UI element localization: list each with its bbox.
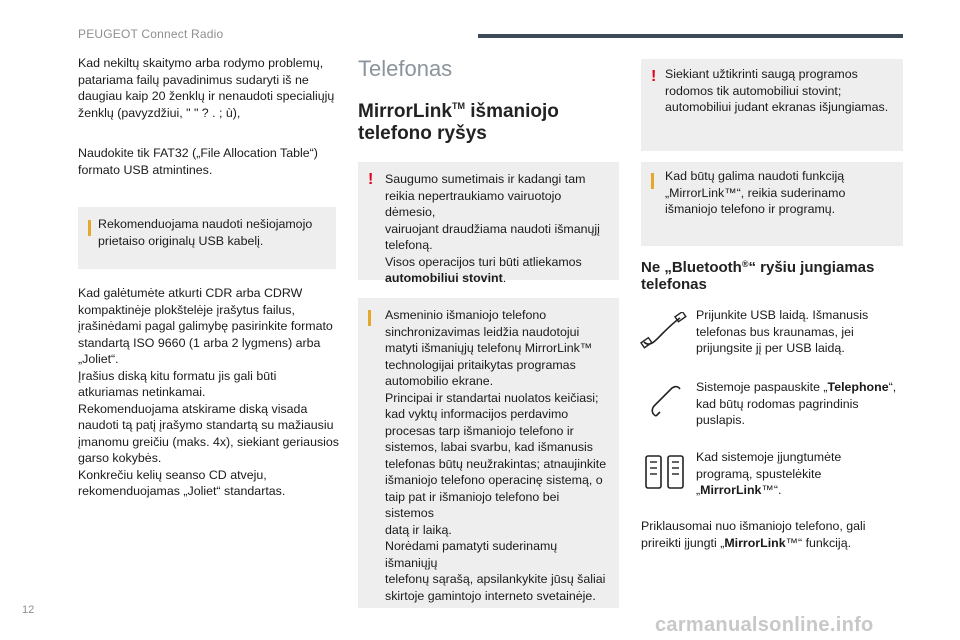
warn1-text: Saugumo sumetimais ir kadangi tam reikia nepertraukiamo vairuotojo dėmesio, vairuojant draudžiama naudoti išmanųjį telefoną. Visos operacijos turi būti atliekamos (385, 172, 600, 269)
col1-paragraph-fat32 (78, 145, 340, 178)
subtitle-part-c: telefono ryšys (358, 122, 487, 144)
info-box-text: Asmeninio išmaniojo telefono sinchronizavimas leidžia naudotojui matyti išmaniųjų telefonų MirrorLink™ technologijai pritaikytas programas automobilio ekrane. Principai ir standartai nuolatos keičiasi; kad vyktų informacijos perdavimo procesas tarp išmaniojo telefono ir sistemos, labai svarbu, kad išmanusis telefonas būtų neužrakintas; atnaujinkite išmaniojo telefono operacinę sistemą, o taip pat ir išmaniojo telefono bei sistemos datą ir laiką. Norėdami pamatyti suderinamų išmaniųjų telefonų sąrašą, apsilankykite jūsų šaliai skirtoje gamintojo interneto svetainėje. (385, 308, 607, 603)
col1-p2: Naudokite tik FAT32 („File Allocation Table“) formato USB atmintines. (78, 146, 318, 177)
phone-handset-icon (648, 384, 688, 425)
warn1-end: . (502, 271, 507, 285)
step2-text-b: “, kad būtų rodomas pagrindinis puslapis. (696, 380, 897, 427)
subtitle-part-c: telefonas (641, 276, 707, 294)
subtitle-reg: ® (741, 259, 749, 269)
section-title: Telefonas (358, 56, 453, 81)
info-icon (651, 173, 656, 193)
warning-box-text (385, 171, 611, 287)
watermark: carmanualsonline.info (655, 614, 874, 636)
step3-text-b: ™“. (761, 483, 782, 497)
subtitle-part-a: MirrorLink (358, 101, 452, 122)
subtitle-part-b: “ ryšiu jungiamas (748, 259, 875, 276)
page-number: 12 (22, 604, 35, 616)
step2-bold: Telephone (827, 380, 889, 394)
info-box-usb-cable (78, 207, 336, 269)
info-icon (88, 220, 93, 240)
header-bar (478, 34, 903, 38)
subtitle-part-b: išmaniojo (464, 101, 559, 122)
subtitle-mirrorlink (358, 101, 618, 145)
step3-text-a: Kad sistemoje įjungtumėte programą, spustelėkite „ (696, 450, 842, 497)
col1-paragraph-cdr (78, 285, 340, 500)
running-header: PEUGEOT Connect Radio (78, 27, 224, 41)
info-box-sync (358, 298, 619, 608)
col3-paragraph-end (641, 518, 906, 551)
step3-bold: MirrorLink (700, 483, 762, 497)
subtitle-non-bluetooth (641, 259, 906, 294)
info-box-text: Rekomenduojama naudoti nešiojamojo prietaiso originalų USB kabelį. (98, 217, 313, 248)
warning-icon: ! (368, 171, 374, 188)
col1-p3: Kad galėtumėte atkurti CDR arba CDRW kompaktinėje plokštelėje įrašytus failus, įrašinėdami pagal galimybę pasirinkite formato standartą ISO 9660 (1 arba 2 lygmens) arba „Joliet“. Įrašius diską kitu formatu jis gali būti atkuriamas netinkamai. Rekomenduojama atskirame diską visada naudoti tą patį įrašymo standartą su mažiausiu įmanomu greičiu (maks. 4x), siekiant geriausios garso kokybės. Konkrečiu kelių seanso CD atveju, rekomenduojamas „Joliet“ standartas. (78, 286, 339, 498)
col1-paragraph-filenames (78, 55, 340, 121)
mirrorlink-phone-icon (642, 452, 692, 499)
subtitle-tm: TM (451, 101, 465, 111)
info-box-compat (641, 162, 903, 246)
subtitle-part-a: Ne „Bluetooth (641, 259, 742, 276)
end-text-a: Priklausomai nuo išmaniojo telefono, gali prireikti įjungti „ (641, 519, 866, 550)
end-bold: MirrorLink (724, 535, 786, 550)
step-telephone (696, 379, 906, 429)
step-usb: Prijunkite USB laidą. Išmanusis telefonas bus kraunamas, jei prijungsite jį per USB laidą. (696, 308, 869, 355)
info-box-text: Kad būtų galima naudoti funkciją „MirrorLink™“, reikia suderinamo išmaniojo telefono ir programų. (665, 169, 846, 216)
info-icon (368, 310, 373, 330)
warning-icon: ! (651, 68, 657, 85)
col1-p1: Kad nekiltų skaitymo arba rodymo problemų, patariama failų pavadinimus sudaryti iš ne daugiau kaip 20 ženklų ir nenaudoti specialiųjų ženklų (pavyzdžiui, " " ? . ; ù), (78, 56, 335, 120)
warning-box-display (641, 59, 903, 151)
step-mirrorlink (696, 449, 906, 499)
warning-box-text: Siekiant užtikrinti saugą programos rodomos tik automobiliui stovint; automobiliui judant ekranas išjungiamas. (665, 67, 889, 114)
usb-cable-icon (640, 312, 688, 357)
end-text-b: ™“ funkciją. (785, 535, 852, 550)
step2-text-a: Sistemoje paspauskite „ (696, 380, 828, 394)
warn1-bold: automobiliui stovint (385, 271, 503, 285)
warning-box-driving (358, 162, 619, 285)
